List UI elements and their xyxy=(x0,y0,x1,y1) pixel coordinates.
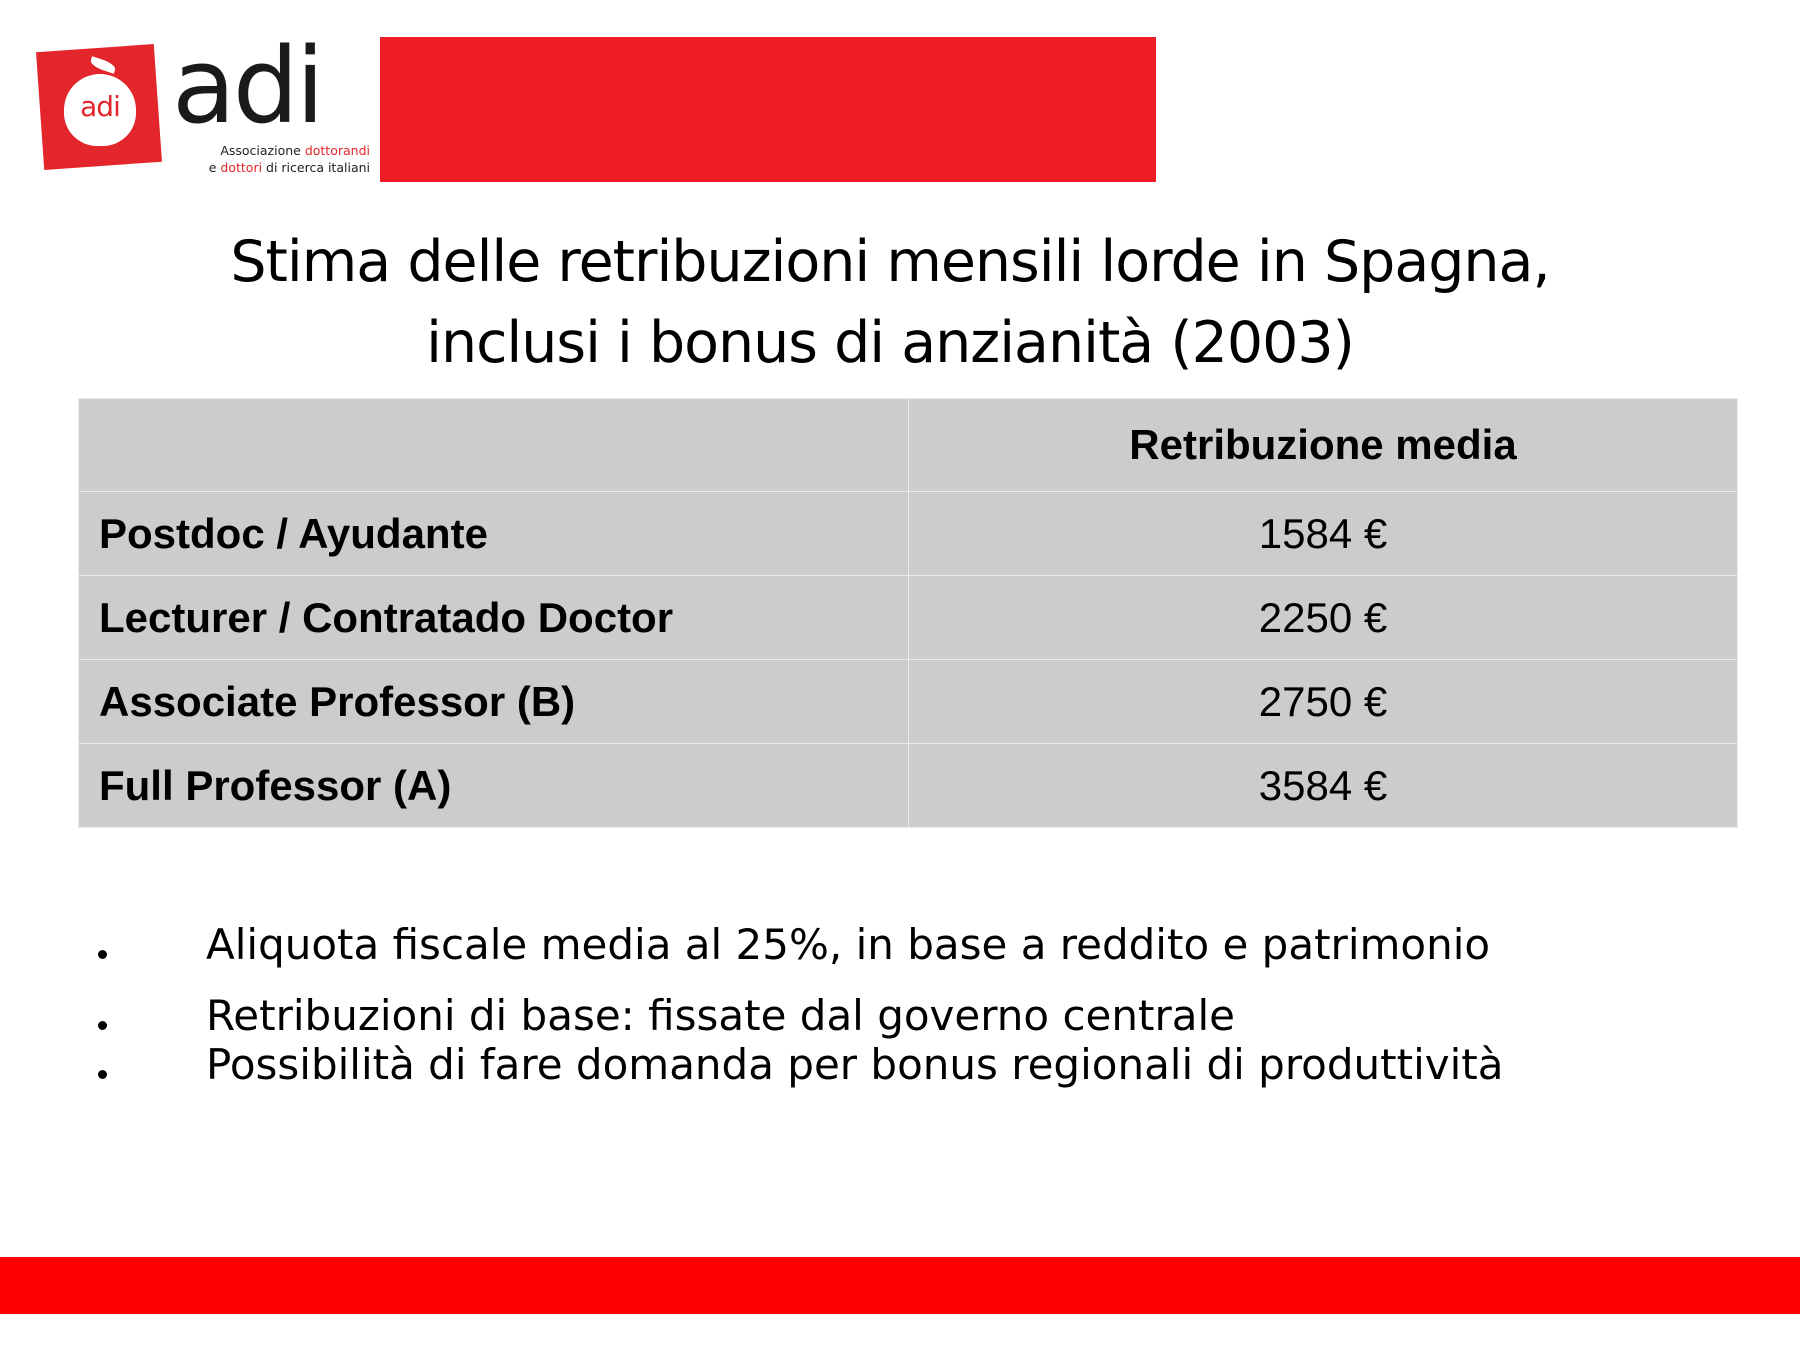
role-cell: Lecturer / Contratado Doctor xyxy=(79,576,909,660)
bullet-icon xyxy=(98,1070,107,1079)
logo-subtitle xyxy=(168,142,370,176)
table-row xyxy=(79,576,1738,660)
title-line-2: inclusi i bonus di anzianità (2003) xyxy=(426,310,1354,376)
bullet-icon xyxy=(98,950,107,959)
table-row xyxy=(79,660,1738,744)
table-row xyxy=(79,744,1738,828)
role-cell: Full Professor (A) xyxy=(79,744,909,828)
footer-red-bar xyxy=(0,1257,1800,1314)
notes-list xyxy=(90,920,1504,1089)
value-cell: 2750 € xyxy=(909,660,1738,744)
note-text: Aliquota fiscale media al 25%, in base a reddito e patrimonio xyxy=(206,920,1491,969)
logo-mark-text: adi xyxy=(80,90,120,123)
value-cell: 2250 € xyxy=(909,576,1738,660)
table-header-row xyxy=(79,399,1738,492)
logo-subtitle-part: dottori xyxy=(220,160,263,175)
adi-logo xyxy=(40,25,370,190)
list-item xyxy=(90,920,1504,969)
value-cell: 3584 € xyxy=(909,744,1738,828)
header-cell-retribuzione: Retribuzione media xyxy=(909,399,1738,492)
bullet-icon xyxy=(98,1021,107,1030)
note-text: Possibilità di fare domanda per bonus regionali di produttività xyxy=(206,1040,1504,1089)
salary-table xyxy=(78,398,1738,828)
logo-subtitle-part: e xyxy=(208,160,221,175)
role-cell: Postdoc / Ayudante xyxy=(79,492,909,576)
title-line-1: Stima delle retribuzioni mensili lorde in Spagna, xyxy=(230,229,1550,295)
header-cell-empty xyxy=(79,399,909,492)
slide-title xyxy=(80,222,1700,384)
logo-subtitle-part: Associazione xyxy=(220,143,305,158)
header-red-banner xyxy=(380,37,1156,182)
logo-wordmark: adi xyxy=(172,25,322,147)
logo-subtitle-part: dottorandi xyxy=(304,143,370,158)
list-item xyxy=(90,1040,1504,1089)
logo-subtitle-part: di ricerca italiani xyxy=(262,160,370,175)
list-item xyxy=(90,991,1504,1040)
role-cell: Associate Professor (B) xyxy=(79,660,909,744)
table-row xyxy=(79,492,1738,576)
note-text: Retribuzioni di base: fissate dal governo centrale xyxy=(206,991,1235,1040)
value-cell: 1584 € xyxy=(909,492,1738,576)
